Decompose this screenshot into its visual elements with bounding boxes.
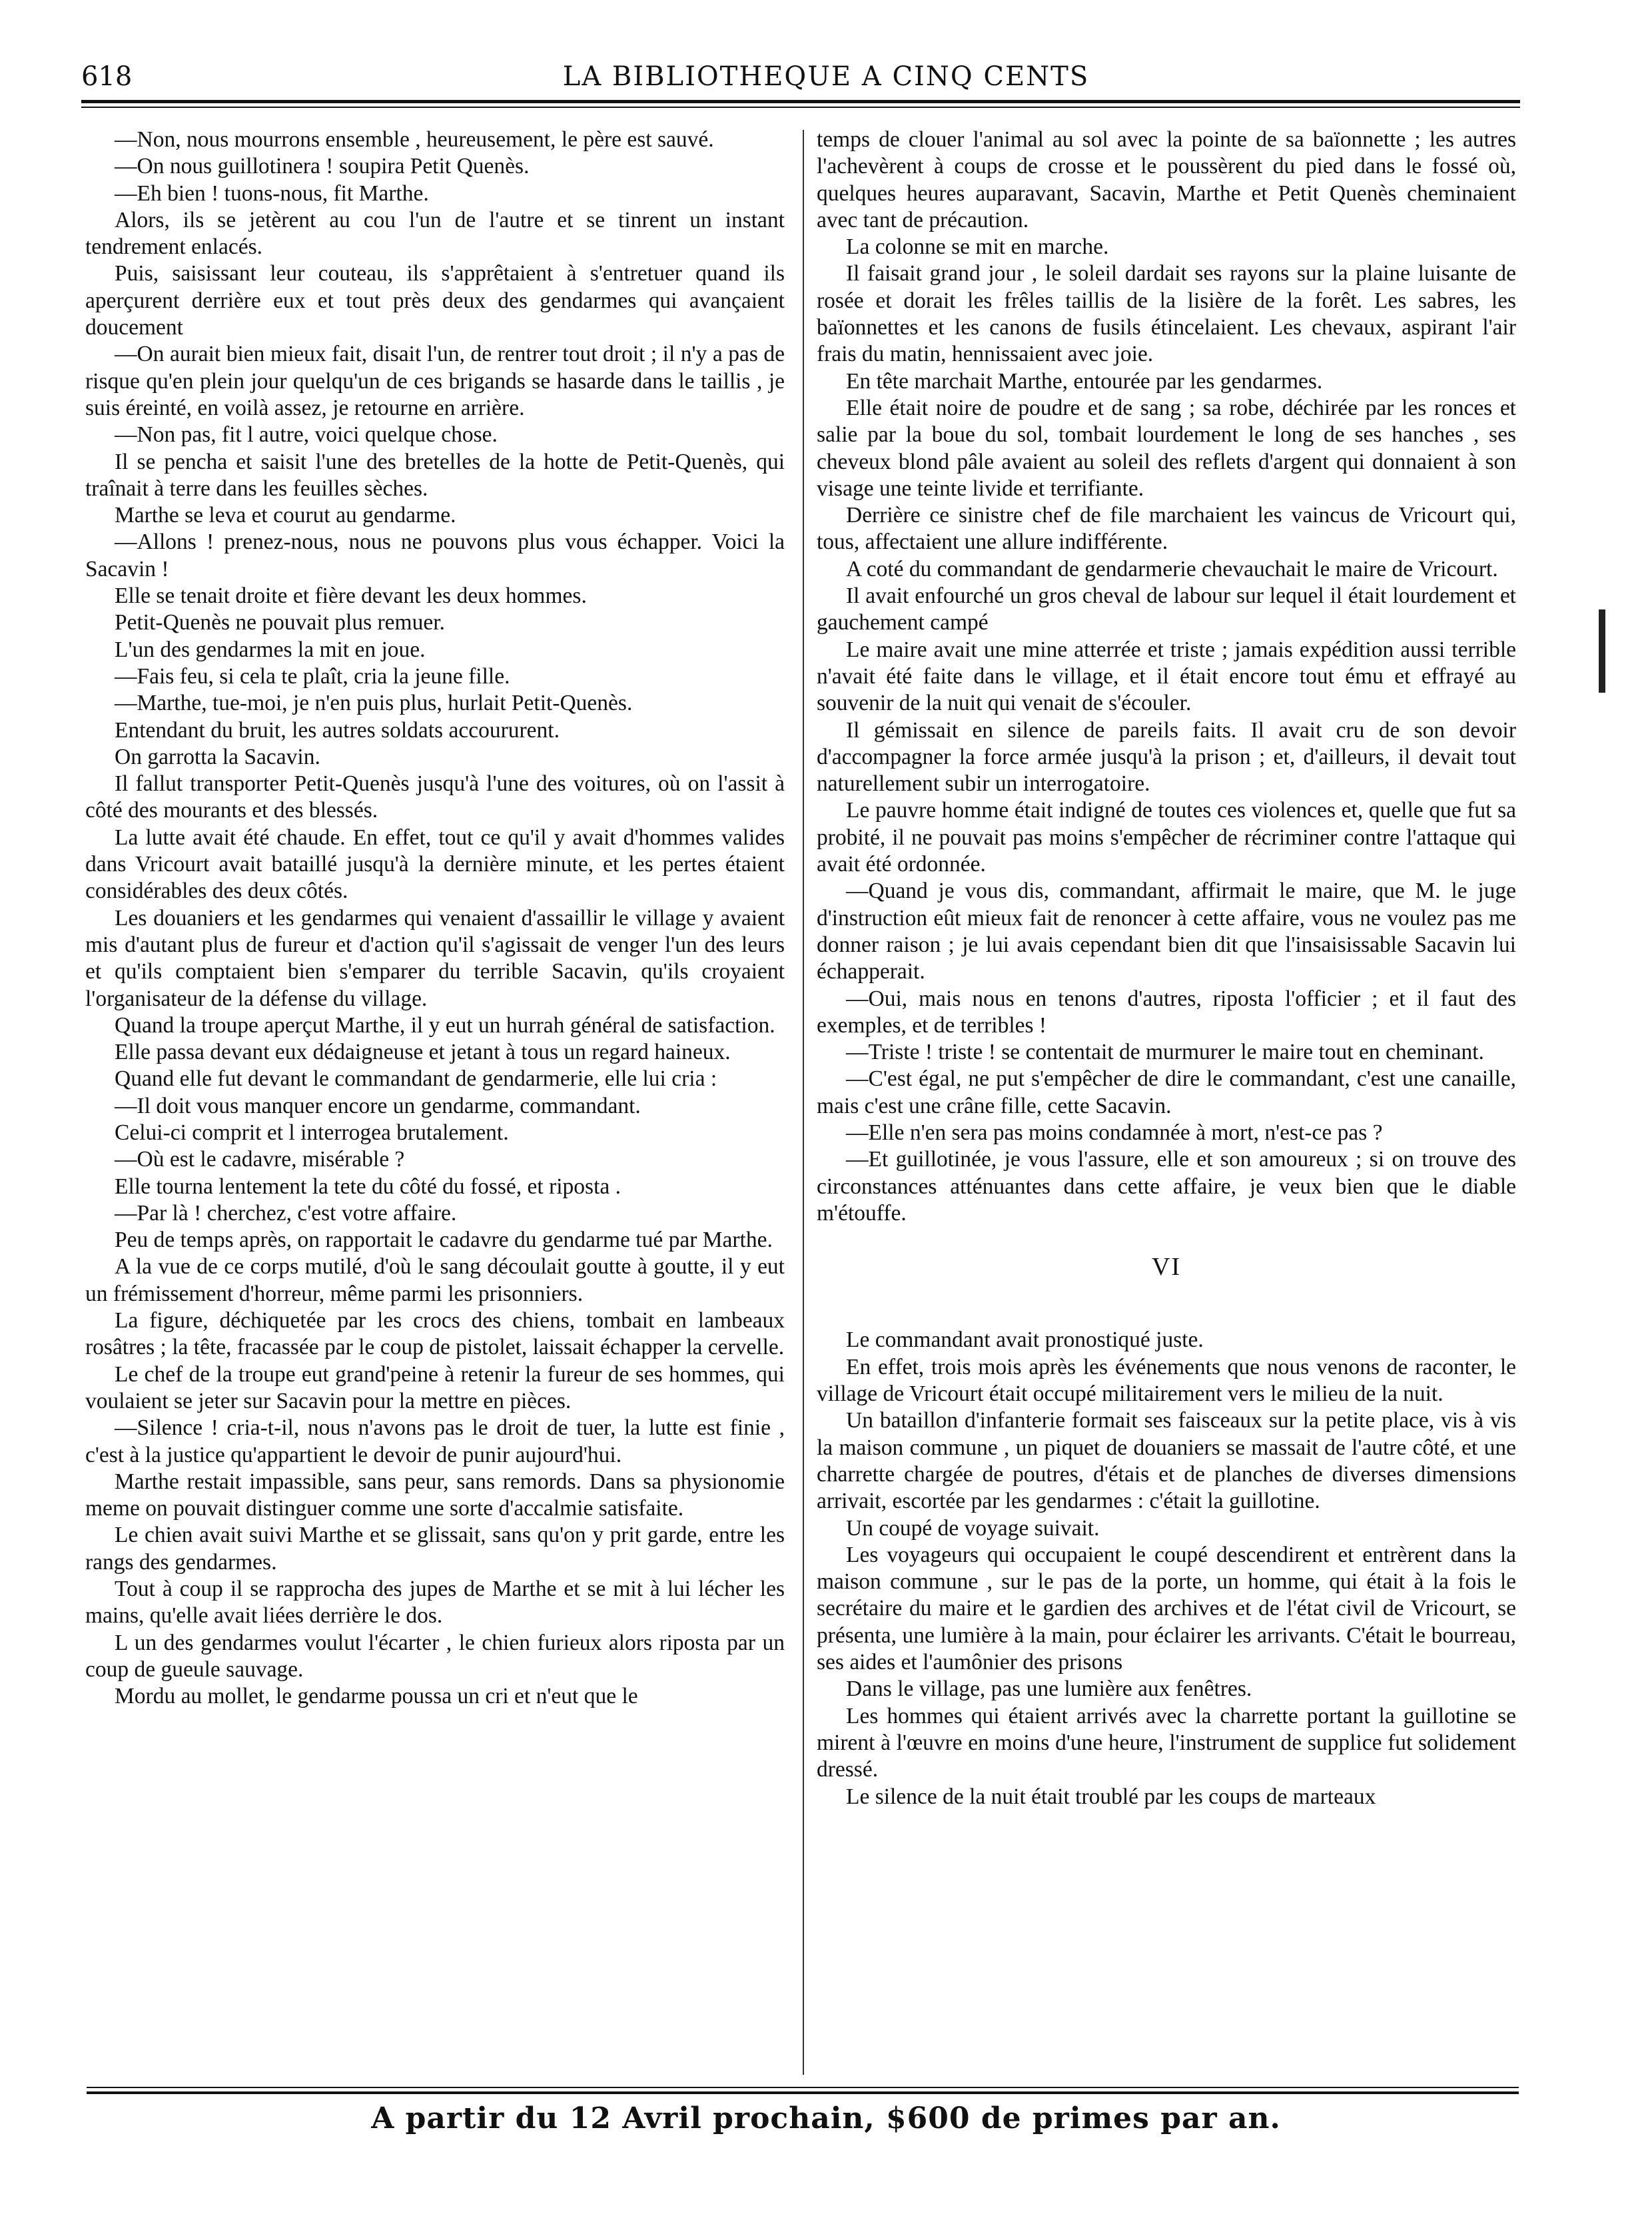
paragraph: La lutte avait été chaude. En effet, tout ce qu'il y avait d'hommes valides dans Vricourt avait bataillé jusqu'à la dernière minute, et les pertes étaient considérables des deux côtés. [85, 825, 785, 904]
paragraph: A coté du commandant de gendarmerie chevauchait le maire de Vricourt. [846, 556, 1498, 581]
paragraph: Celui-ci comprit et l interrogea brutalement. [115, 1120, 509, 1145]
paragraph: —On aurait bien mieux fait, disait l'un, de rentrer tout droit ; il n'y a pas de risque qu'en plein jour quelqu'un de ces brigands se hasarde dans le taillis , je suis éreinté, en voilà assez, je retourne en arrière. [85, 342, 785, 420]
paragraph: Elle tourna lentement la tete du côté du fossé, et riposta . [115, 1174, 621, 1199]
paragraph: Entendant du bruit, les autres soldats accoururent. [115, 717, 560, 743]
paragraph: Les hommes qui étaient arrivés avec la charrette portant la guillotine se mirent à l'œuvre en moins d'une heure, l'instrument de supplice fut solidement dressé. [817, 1703, 1516, 1782]
paragraph: Dans le village, pas une lumière aux fenêtres. [846, 1676, 1252, 1702]
paragraph: —Silence ! cria-t-il, nous n'avons pas le droit de tuer, la lutte est finie , c'est à la justice qu'appartient le devoir de punir aujourd'hui. [85, 1415, 785, 1467]
paragraph: Il fallut transporter Petit-Quenès jusqu'à l'une des voitures, où on l'assit à côté des mourants et des blessés. [85, 771, 785, 823]
right-column-part-1 [817, 127, 1516, 1227]
section-heading: VI [1151, 1253, 1182, 1282]
paragraph: Un bataillon d'infanterie formait ses faisceaux sur la petite place, vis à vis la maison commune , un piquet de douaniers se massait de l'autre côté, et une charrette chargée de poutres, d'étais et de planches de diverses dimensions arrivait, escortée par les gendarmes : c'était la guillotine. [817, 1408, 1516, 1514]
right-column-part-2 [817, 1327, 1516, 1810]
paragraph: Le chien avait suivi Marthe et se glissait, sans qu'on y prit garde, entre les rangs des gendarmes. [85, 1523, 785, 1575]
paragraph: —Non pas, fit l autre, voici quelque chose. [115, 422, 498, 448]
paragraph: En tête marchait Marthe, entourée par les gendarmes. [846, 368, 1323, 394]
column-divider [803, 130, 804, 2075]
right-column [817, 127, 1516, 1810]
paragraph: Tout à coup il se rapprocha des jupes de Marthe et se mit à lui lécher les mains, qu'elle avait liées derrière le dos. [85, 1577, 785, 1629]
margin-scan-mark [1599, 609, 1605, 693]
paragraph: Marthe restait impassible, sans peur, sans remords. Dans sa physionomie meme on pouvait distinguer comme une sorte d'accalmie satisfaite. [85, 1469, 785, 1521]
paragraph: —Où est le cadavre, misérable ? [115, 1147, 405, 1172]
paragraph: —Oui, mais nous en tenons d'autres, riposta l'officier ; et il faut des exemples, et de terribles ! [817, 986, 1516, 1038]
paragraph: En effet, trois mois après les événements que nous venons de raconter, le village de Vricourt était occupé militairement vers le milieu de la nuit. [817, 1354, 1516, 1407]
paragraph: Elle se tenait droite et fière devant les deux hommes. [115, 583, 587, 609]
paragraph: Peu de temps après, on rapportait le cadavre du gendarme tué par Marthe. [115, 1228, 773, 1253]
paragraph: —Il doit vous manquer encore un gendarme, commandant. [115, 1093, 641, 1118]
paragraph: temps de clouer l'animal au sol avec la pointe de sa baïonnette ; les autres l'achevèrent à coups de crosse et le poussèrent du pied dans le fossé où, quelques heures auparavant, Sacavin, Marthe et Petit Quenès cheminaient avec tant de précaution. [817, 127, 1516, 232]
header-rule-thin [81, 107, 1520, 108]
footer-rule-thin [87, 2087, 1519, 2088]
paragraph: —Triste ! triste ! se contentait de murmurer le maire tout en cheminant. [846, 1040, 1484, 1065]
paragraph: Un coupé de voyage suivait. [846, 1515, 1100, 1541]
paragraph: Mordu au mollet, le gendarme poussa un cri et n'eut que le [115, 1684, 638, 1709]
paragraph: —Par là ! cherchez, c'est votre affaire. [115, 1200, 457, 1226]
paragraph: —C'est égal, ne put s'empêcher de dire le commandant, c'est une canaille, mais c'est une crâne fille, cette Sacavin. [817, 1066, 1516, 1118]
paragraph: —Fais feu, si cela te plaît, cria la jeune fille. [115, 663, 510, 689]
paragraph: Il avait enfourché un gros cheval de labour sur lequel il était lourdement et gauchement campé [817, 583, 1516, 635]
paragraph: La figure, déchiquetée par les crocs des chiens, tombait en lambeaux rosâtres ; la tête, fracassée par le coup de pistolet, laissait échapper la cervelle. [85, 1308, 785, 1360]
paragraph: Le chef de la troupe eut grand'peine à retenir la fureur de ses hommes, qui voulaient se jeter sur Sacavin pour la mettre en pièces. [85, 1361, 785, 1413]
paragraph: A la vue de ce corps mutilé, d'où le sang découlait goutte à goutte, il y eut un frémissement d'horreur, même parmi les prisonniers. [85, 1254, 785, 1306]
footer-banner: A partir du 12 Avril prochain, $600 de primes par an. [371, 2101, 1281, 2135]
paragraph: Elle était noire de poudre et de sang ; sa robe, déchirée par les ronces et salie par la boue du sol, tombait lourdement le long de ses hanches , ses cheveux blond pâle avaient au soleil des reflets d'argent qui donnaient à son visage une teinte livide et terrifiante. [817, 395, 1516, 501]
paragraph: Il se pencha et saisit l'une des bretelles de la hotte de Petit-Quenès, qui traînait à terre dans les feuilles sèches. [85, 449, 785, 501]
header-rule-thick [81, 100, 1520, 103]
paragraph: —On nous guillotinera ! soupira Petit Quenès. [115, 154, 530, 179]
paragraph: Alors, ils se jetèrent au cou l'un de l'autre et se tinrent un instant tendrement enlacés. [85, 207, 785, 260]
paragraph: Les voyageurs qui occupaient le coupé descendirent et entrèrent dans la maison commune , sur le pas de la porte, un homme, qui était à la fois le secrétaire du maire et le gardien des archives et de l'état civil de Vricourt, se présenta, une lumière à la main, pour éclairer les arrivants. C'était le bourreau, ses aides et l'aumônier des prisons [817, 1542, 1516, 1675]
paragraph: On garrotta la Sacavin. [115, 744, 320, 769]
running-title: LA BIBLIOTHEQUE A CINQ CENTS [562, 61, 1090, 92]
page-number: 618 [81, 61, 133, 92]
paragraph: Marthe se leva et courut au gendarme. [115, 503, 456, 528]
paragraph: La colonne se mit en marche. [846, 234, 1109, 260]
paragraph: Elle passa devant eux dédaigneuse et jetant à tous un regard haineux. [115, 1040, 731, 1065]
paragraph: Les douaniers et les gendarmes qui venaient d'assaillir le village y avaient mis d'autant plus de fureur et d'action qu'il s'agissait de venger l'un des leurs et qu'ils comptaient bien s'emparer du terrible Sacavin, qu'ils croyaient l'organisateur de la défense du village. [85, 905, 785, 1011]
paragraph: L'un des gendarmes la mit en joue. [115, 637, 426, 662]
paragraph: Puis, saisissant leur couteau, ils s'apprêtaient à s'entretuer quand ils aperçurent derrière eux et tout près deux des gendarmes qui avançaient doucement [85, 261, 785, 340]
paragraph: L un des gendarmes voulut l'écarter , le chien furieux alors riposta par un coup de gueule sauvage. [85, 1630, 785, 1682]
paragraph: —Elle n'en sera pas moins condamnée à mort, n'est-ce pas ? [846, 1120, 1383, 1145]
paragraph: Le pauvre homme était indigné de toutes ces violences et, quelle que fut sa probité, il ne pouvait pas moins s'empêcher de récriminer contre l'attaque qui avait été ordonnée. [817, 798, 1516, 877]
paragraph: —Et guillotinée, je vous l'assure, elle et son amoureux ; si on trouve des circonstances atténuantes dans cette affaire, je veux bien que le diable m'étouffe. [817, 1147, 1516, 1226]
paragraph: Le maire avait une mine atterrée et triste ; jamais expédition aussi terrible n'avait été faite dans le village, et il était encore tout ému et effrayé au souvenir de la nuit qui venait de s'écouler. [817, 637, 1516, 716]
paragraph: Il gémissait en silence de pareils faits. Il avait cru de son devoir d'accompagner la force armée jusqu'à la prison ; et, d'ailleurs, il devait tout naturellement subir un interrogatoire. [817, 717, 1516, 797]
paragraph: —Non, nous mourrons ensemble , heureusement, le père est sauvé. [115, 127, 714, 152]
paragraph: —Eh bien ! tuons-nous, fit Marthe. [115, 181, 429, 206]
left-column [85, 127, 785, 1710]
paragraph: Quand elle fut devant le commandant de gendarmerie, elle lui cria : [115, 1066, 717, 1092]
paragraph: —Quand je vous dis, commandant, affirmait le maire, que M. le juge d'instruction eût mieux fait de renoncer à cette affaire, vous ne voulez pas me donner raison ; je lui avais cependant bien dit que l'insaisissable Sacavin lui échapperait. [817, 879, 1516, 984]
paragraph: Derrière ce sinistre chef de file marchaient les vaincus de Vricourt qui, tous, affectaient une allure indifférente. [817, 503, 1516, 555]
paragraph: —Marthe, tue-moi, je n'en puis plus, hurlait Petit-Quenès. [115, 691, 633, 716]
paragraph: Petit-Quenès ne pouvait plus remuer. [115, 610, 445, 635]
paragraph: Quand la troupe aperçut Marthe, il y eut un hurrah général de satisfaction. [115, 1012, 775, 1038]
paragraph: —Allons ! prenez-nous, nous ne pouvons plus vous échapper. Voici la Sacavin ! [85, 530, 785, 581]
paragraph: Le silence de la nuit était troublé par les coups de marteaux [846, 1784, 1376, 1809]
paragraph: Il faisait grand jour , le soleil dardait ses rayons sur la plaine luisante de rosée et dorait les frêles taillis de la lisière de la forêt. Les sabres, les baïonnettes et les canons de fusils étincelaient. Les chevaux, aspirant l'air frais du matin, hennissaient avec joie. [817, 261, 1516, 367]
paragraph: Le commandant avait pronostiqué juste. [846, 1327, 1204, 1353]
footer-rule-thick [87, 2091, 1519, 2094]
